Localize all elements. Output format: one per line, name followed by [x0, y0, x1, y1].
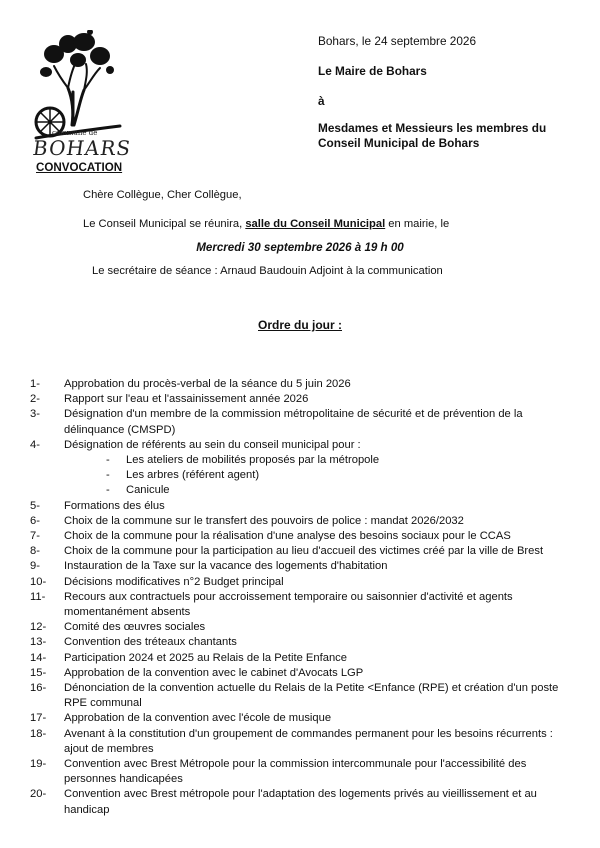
- agenda-number: 17-: [30, 712, 47, 725]
- agenda-number: 16-: [30, 682, 47, 695]
- ordre-du-jour-title: Ordre du jour :: [258, 318, 342, 332]
- agenda-text: Convention avec Brest Métropole pour la commission intercommunale pour l'accessibilité des personnes handicapées: [64, 758, 527, 786]
- agenda-subitem: - Canicule: [106, 483, 570, 498]
- agenda-item: [30, 407, 570, 437]
- agenda-text: Choix de la commune pour la participation au lieu d'accueil des victimes créé par la ville de Brest: [64, 545, 544, 558]
- agenda-number: 7-: [30, 530, 40, 543]
- agenda-list: [30, 377, 570, 818]
- agenda-number: 1-: [30, 378, 40, 390]
- agenda-number: 9-: [30, 560, 40, 573]
- agenda-item: [30, 392, 570, 407]
- greeting: Chère Collègue, Cher Collègue,: [83, 189, 242, 201]
- logo-name: BOHARS: [31, 136, 133, 160]
- convocation-title: CONVOCATION: [36, 161, 123, 174]
- agenda-number: 18-: [30, 727, 47, 740]
- agenda-text: Participation 2024 et 2025 au Relais de la Petite Enfance: [64, 651, 347, 664]
- agenda-text: Choix de la commune pour la réalisation d'une analyse des besoins sociaux pour le CCAS: [64, 530, 511, 543]
- agenda-sublist: [106, 453, 570, 499]
- agenda-text: Rapport sur l'eau et l'assainissement année 2026: [64, 393, 309, 406]
- to-word: à: [318, 94, 325, 108]
- agenda-text: Décisions modificatives n°2 Budget principal: [64, 575, 284, 588]
- agenda-subitem: - Les ateliers de mobilités proposés par la métropole: [106, 453, 570, 468]
- agenda-text: Approbation du procès-verbal de la séance du 5 juin 2026: [64, 378, 351, 390]
- agenda-number: 3-: [30, 408, 40, 421]
- agenda-number: 11-: [30, 590, 46, 603]
- recipient-line-2: Conseil Municipal de Bohars: [318, 136, 480, 150]
- agenda-item: [30, 757, 570, 787]
- agenda-number: 20-: [30, 788, 47, 801]
- meeting-datetime: Mercredi 30 septembre 2026 à 19 h 00: [196, 241, 404, 254]
- agenda-text: Désignation de référents au sein du conseil municipal pour :: [64, 438, 361, 451]
- agenda-item: [30, 666, 570, 681]
- agenda-item: [30, 681, 570, 711]
- agenda-number: 2-: [30, 393, 40, 406]
- secretaire-line: Le secrétaire de séance : Arnaud Baudouin Adjoint à la communication: [92, 265, 443, 277]
- agenda-item: [30, 620, 570, 635]
- agenda-subitem: - Les arbres (référent agent): [106, 468, 570, 483]
- agenda-item: [30, 590, 570, 620]
- agenda-item: [30, 635, 570, 650]
- agenda-text: Instauration de la Taxe sur la vacance des logements d'habitation: [64, 560, 388, 573]
- agenda-item: [30, 377, 570, 392]
- agenda-number: 5-: [30, 499, 40, 512]
- agenda-text: Comité des œuvres sociales: [64, 621, 206, 634]
- body-paragraph: [83, 218, 449, 230]
- agenda-text: Convention des tréteaux chantants: [64, 636, 237, 649]
- agenda-number: 19-: [30, 758, 47, 771]
- agenda-item: [30, 438, 570, 499]
- agenda-text: Dénonciation de la convention actuelle du Relais de la Petite <Enfance (RPE) et création d'un poste RPE communal: [64, 682, 559, 710]
- logo-caption: commune de: [52, 129, 98, 137]
- agenda-item: [30, 514, 570, 529]
- agenda-number: 8-: [30, 545, 40, 558]
- agenda-item: [30, 651, 570, 666]
- body-text-2: en mairie, le: [385, 218, 450, 230]
- agenda-text: Approbation de la convention avec le cabinet d'Avocats LGP: [64, 666, 364, 679]
- agenda-item: [30, 787, 570, 817]
- agenda-item: [30, 544, 570, 559]
- agenda-item: [30, 559, 570, 574]
- recipient-line-1: Mesdames et Messieurs les membres du: [318, 121, 547, 135]
- agenda-number: 12-: [30, 621, 47, 634]
- agenda-text: Avenant à la constitution d'un groupement de commandes permanent pour les besoins récurrents : ajout de membres: [64, 727, 553, 755]
- sender: Le Maire de Bohars: [318, 64, 427, 78]
- agenda-text: Convention avec Brest métropole pour l'adaptation des logements privés au vieillissement et au handicap: [64, 788, 537, 816]
- agenda-number: 4-: [30, 438, 40, 451]
- agenda-number: 13-: [30, 636, 47, 649]
- agenda-item: [30, 499, 570, 514]
- body-text-1: Le Conseil Municipal se réunira,: [83, 218, 246, 230]
- meeting-place: salle du Conseil Municipal: [245, 218, 386, 230]
- agenda-item: [30, 529, 570, 544]
- agenda-text: Approbation de la convention avec l'école de musique: [64, 712, 332, 725]
- agenda-text: Recours aux contractuels pour accroissement temporaire ou saisonnier d'activité et agents momentanément absents: [64, 590, 513, 619]
- agenda-text: Formations des élus: [64, 499, 165, 512]
- agenda-text: Choix de la commune sur le transfert des pouvoirs de police : mandat 2026/2032: [64, 514, 464, 527]
- agenda-item: [30, 727, 570, 757]
- agenda-text: Désignation d'un membre de la commission métropolitaine de sécurité et de prévention de la délinquance (CMSPD): [64, 408, 523, 436]
- agenda-number: 6-: [30, 514, 40, 527]
- agenda-number: 10-: [30, 575, 47, 588]
- agenda-item: [30, 711, 570, 726]
- agenda-number: 15-: [30, 666, 47, 679]
- date-line: Bohars, le 24 septembre 2026: [318, 34, 477, 48]
- agenda-item: [30, 575, 570, 590]
- agenda-number: 14-: [30, 651, 47, 664]
